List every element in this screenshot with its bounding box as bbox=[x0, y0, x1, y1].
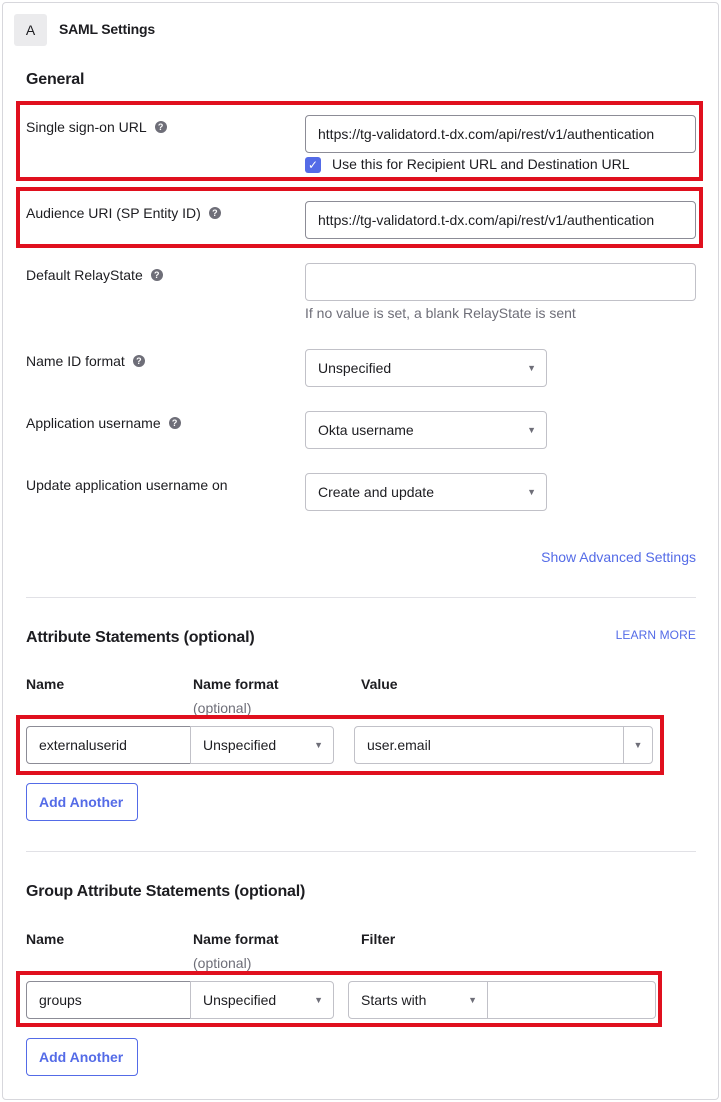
help-icon[interactable]: ? bbox=[155, 121, 167, 133]
attribute-value-input[interactable]: user.email bbox=[354, 726, 624, 764]
step-badge: A bbox=[14, 14, 47, 46]
highlight-group-row bbox=[16, 971, 662, 1027]
highlight-attribute-row bbox=[16, 715, 664, 775]
relay-state-hint: If no value is set, a blank RelayState is sent bbox=[305, 305, 576, 321]
help-icon[interactable]: ? bbox=[133, 355, 145, 367]
caret-down-icon: ▼ bbox=[468, 995, 477, 1005]
divider bbox=[26, 851, 696, 852]
update-username-value: Create and update bbox=[318, 484, 434, 500]
group-attribute-statements-heading: Group Attribute Statements (optional) bbox=[26, 883, 306, 900]
add-attribute-button[interactable]: Add Another bbox=[26, 783, 138, 821]
sso-url-input[interactable]: https://tg-validatord.t-dx.com/api/rest/v1/authentication bbox=[305, 115, 696, 153]
help-icon[interactable]: ? bbox=[169, 417, 181, 429]
step-title: SAML Settings bbox=[59, 21, 155, 37]
group-format-value: Unspecified bbox=[203, 992, 277, 1008]
name-id-format-select[interactable] bbox=[305, 349, 547, 387]
highlight-audience bbox=[16, 187, 703, 248]
add-group-attribute-button[interactable]: Add Another bbox=[26, 1038, 138, 1076]
caret-down-icon: ▼ bbox=[314, 995, 323, 1005]
help-icon[interactable]: ? bbox=[209, 207, 221, 219]
name-id-format-label bbox=[26, 353, 145, 369]
help-icon[interactable]: ? bbox=[151, 269, 163, 281]
group-filter-type-value: Starts with bbox=[361, 992, 427, 1008]
name-id-format-label-text: Name ID format bbox=[26, 353, 125, 369]
attribute-name-input[interactable]: externaluserid bbox=[26, 726, 191, 764]
group-name-input[interactable]: groups bbox=[26, 981, 191, 1019]
name-id-format-value: Unspecified bbox=[318, 360, 392, 376]
app-username-value: Okta username bbox=[318, 422, 414, 438]
app-username-label-text: Application username bbox=[26, 415, 161, 431]
learn-more-link[interactable]: LEARN MORE bbox=[615, 628, 696, 642]
group-col-filter-header: Filter bbox=[361, 931, 396, 947]
caret-down-icon: ▼ bbox=[527, 425, 536, 435]
group-col-format-optional: (optional) bbox=[193, 955, 252, 971]
caret-down-icon: ▼ bbox=[314, 740, 323, 750]
caret-down-icon: ▼ bbox=[527, 363, 536, 373]
relay-state-label bbox=[26, 267, 163, 283]
col-name-header: Name bbox=[26, 676, 65, 692]
group-col-format-header: Name format bbox=[193, 931, 279, 947]
sso-url-label-text: Single sign-on URL bbox=[26, 119, 147, 135]
relay-state-input[interactable] bbox=[305, 263, 696, 301]
update-username-label: Update application username on bbox=[26, 477, 228, 493]
attribute-format-value: Unspecified bbox=[203, 737, 277, 753]
general-heading: General bbox=[26, 71, 85, 88]
col-format-header: Name format bbox=[193, 676, 279, 692]
divider bbox=[26, 597, 696, 598]
app-username-label bbox=[26, 415, 181, 431]
caret-down-icon: ▼ bbox=[527, 487, 536, 497]
highlight-sso bbox=[16, 101, 703, 181]
col-value-header: Value bbox=[361, 676, 398, 692]
attribute-statements-heading: Attribute Statements (optional) bbox=[26, 629, 255, 646]
relay-state-label-text: Default RelayState bbox=[26, 267, 143, 283]
caret-down-icon: ▼ bbox=[633, 740, 643, 750]
audience-uri-input[interactable]: https://tg-validatord.t-dx.com/api/rest/v1/authentication bbox=[305, 201, 696, 239]
app-username-select[interactable] bbox=[305, 411, 547, 449]
group-col-name-header: Name bbox=[26, 931, 65, 947]
check-icon: ✓ bbox=[307, 158, 319, 172]
show-advanced-settings-link[interactable]: Show Advanced Settings bbox=[541, 549, 696, 565]
update-username-select[interactable] bbox=[305, 473, 547, 511]
recipient-checkbox-label: Use this for Recipient URL and Destination URL bbox=[332, 156, 630, 172]
col-format-optional: (optional) bbox=[193, 700, 252, 716]
audience-uri-label-text: Audience URI (SP Entity ID) bbox=[26, 205, 201, 221]
